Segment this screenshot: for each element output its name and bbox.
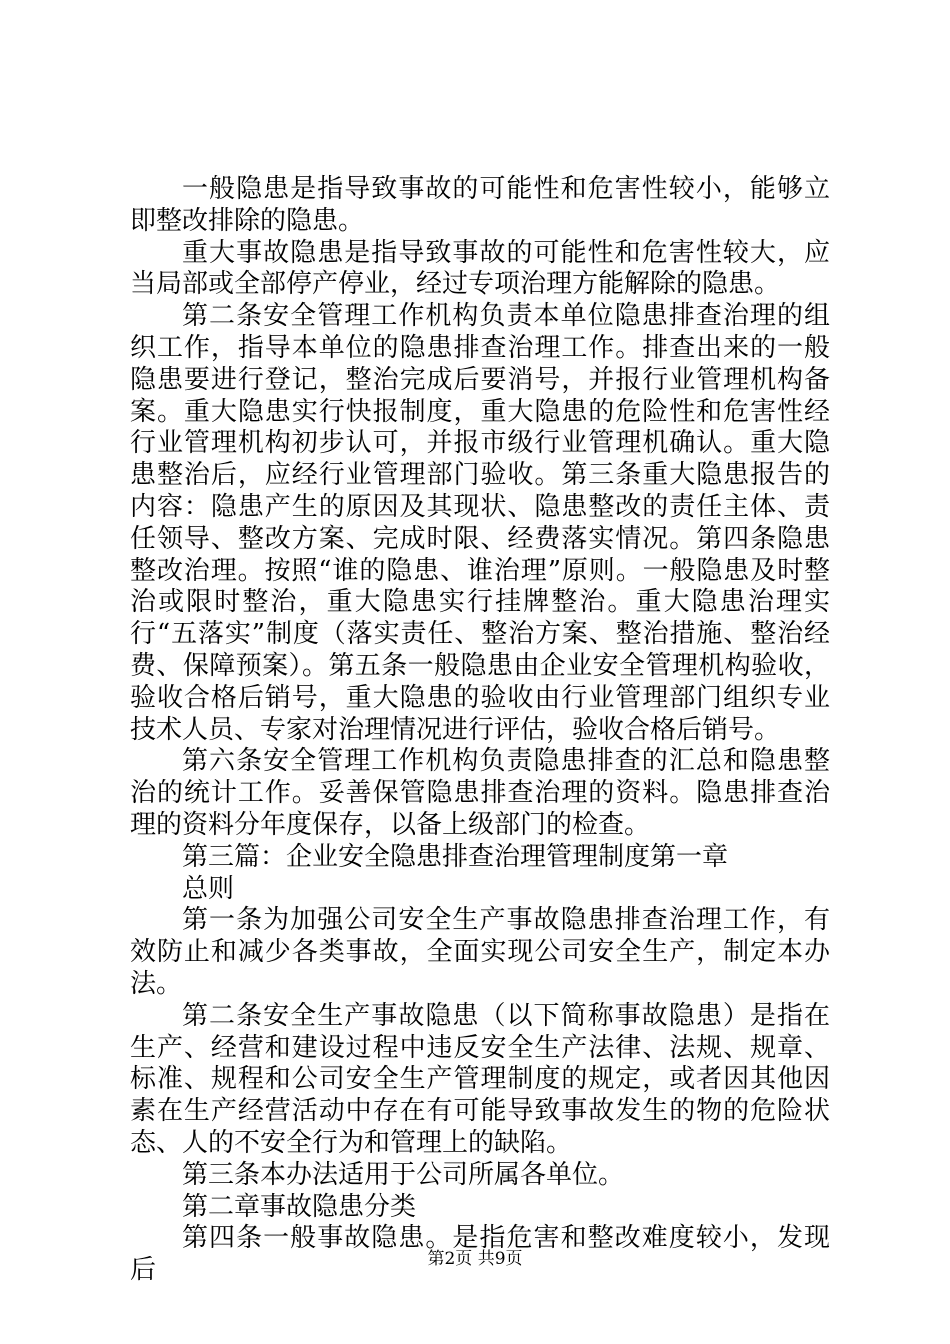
paragraph: 第二条安全生产事故隐患（以下简称事故隐患）是指在生产、经营和建设过程中违反安全生产法律、法规、规章、标准、规程和公司安全生产管理制度的规定，或者因其他因素在生产经营活动中存在有可能导致事故发生的物的危险状态、人的不安全行为和管理上的缺陷。 [130,1000,830,1158]
paragraph: 第六条安全管理工作机构负责隐患排查的汇总和隐患整治的统计工作。妥善保管隐患排查治理的资料。隐患排查治理的资料分年度保存，以备上级部门的检查。 [130,746,830,840]
section-heading: 第二章事故隐患分类 [182,1191,417,1222]
section-heading: 第三篇：企业安全隐患排查治理管理制度第一章 [182,841,729,872]
paragraph: 第三条本办法适用于公司所属各单位。 [182,1159,625,1190]
page-number-footer: 第2页 共9页 [427,1249,523,1269]
paragraph: 第四条一般事故隐患。是指危害和整改难度较小，发现后 [130,1223,830,1286]
section-heading: 总则 [182,873,235,904]
document-body [130,174,830,1287]
paragraph: 一般隐患是指导致事故的可能性和危害性较小，能够立即整改排除的隐患。 [130,174,830,236]
paragraph: 第二条安全管理工作机构负责本单位隐患排查治理的组织工作，指导本单位的隐患排查治理工作。排查出来的一般隐患要进行登记，整治完成后要消号，并报行业管理机构备案。重大隐患实行快报制度，重大隐患的危险性和危害性经行业管理机构初步认可，并报市级行业管理机确认。重大隐患整治后，应经行业管理部门验收。第三条重大隐患报告的内容：隐患产生的原因及其现状、隐患整改的责任主体、责任领导、整改方案、完成时限、经费落实情况。第四条隐患整改治理。按照“谁的隐患、谁治理”原则。一般隐患及时整治或限时整治，重大隐患实行挂牌整治。重大隐患治理实行“五落实”制度（落实责任、整治方案、整治措施、整治经费、保障预案）。第五条一般隐患由企业安全管理机构验收，验收合格后销号，重大隐患的验收由行业管理部门组织专业技术人员、专家对治理情况进行评估，验收合格后销号。 [130,301,830,745]
paragraph: 重大事故隐患是指导致事故的可能性和危害性较大，应当局部或全部停产停业，经过专项治理方能解除的隐患。 [130,237,830,300]
paragraph: 第一条为加强公司安全生产事故隐患排查治理工作，有效防止和减少各类事故，全面实现公司安全生产，制定本办法。 [130,905,830,999]
